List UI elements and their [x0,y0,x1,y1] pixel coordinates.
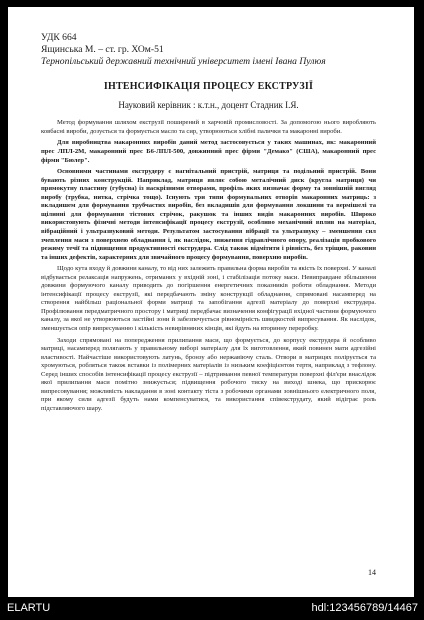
university-line: Тернопільський державний технічний університет імені Івана Пулюя [41,55,326,67]
repository-footer [0,597,424,620]
author-line: Ящинська М. – ст. гр. ХОм-51 [41,43,164,55]
paragraph-machines: Для виробництва макаронних виробів даний метод застосовується у таких машинах, як: макаронний прес ЛПЛ-2М, макаронний прес Б6-ЛПЛ-500, довжинний прес фірми "Демако" (США), макаронний прес фірми "Бюлер". [41,139,376,164]
paragraph-extruder-parts: Основними частинами екструдеру є нагнітальний пристрій, матриця та подільний пристрій. Вони бувають різних конструкцій. Наприклад, матриця являє собою металічний диск (кругла матриця) чи прямокутну пластину (губусна) із наскрізними отворами, профіль яких визначає форму та зовнішній вигляд виробу (трубка, нитка, стрічка тощо). Існують три типи формувальних отворів макаронних матриць: з вкладишем для формування трубчастих виробів, без вкладишів для формування локшини та вермішелі та щілинні для формування тістових стрічок, ракушок та інших видів макаронних виробів. Широко використовують фізичні методи інтенсифікації процесу екструзії, особливо механічний вплив на матеріал, вібраційний і ультразвуковий методи. Результатом застосування вібрації та ультразвуку – зменшення сил зчеплення маси з поверхнею обладнання і, як наслідок, зниження гідравлічного опору, реалізація пробкового режиму течії та підвищення продуктивності екструдера. Слід також відмітити і рівність, без тріщин, раковин та інших дефектів, характерних для звичайного процесу формування, поверхню виробів. [41,168,376,261]
document-page [8,7,414,597]
paragraph-channel: Щодо кута входу й довжини каналу, то від них залежить правильна форма виробів та якість їх поверхні. У каналі відбувається релаксація напружень, отриманих у вхідній зоні, і стабілізація потоку маси. Невиправдане збільшення довжини формуючого каналу приводить до погіршення енергетичних показників роботи обладнання. Методи інтенсифікації процесу екструзії, які передбачають зміну конструкції обладнання, спрямовані насамперед на створення найбільш раціональної форми матриці та запобігання адгезії матеріалу до поверхні екструдера. Профілювання передматричного простору і матриці передбачає визначення конфігурації вхідної частини формуючого каналу, за якої не утворюються застійні зони й забезпечується рівномірність швидкостей випресування. Як наслідок, зменшується опір випресуванню і кількість невирівняних кінців, які йдуть на вторинну переробку. [41,265,376,332]
supervisor-line: Науковий керівник : к.т.н., доцент Стадник І.Я. [118,100,299,111]
handle-id: hdl:123456789/14467 [311,602,418,614]
page-number: 14 [368,568,376,577]
repository-name: ELARTU [7,602,51,614]
udk-code: УДК 664 [41,32,77,43]
paragraph-intro: Метод формування шляхом екструзії поширений в харчовій промисловості. За допомогою нього виробляють ковбасні вироби, дозується та формується масло та сир, утворюються хлібні палички та макаронні вироби. [41,119,376,135]
paragraph-adhesion: Заходи спрямовані на попередження прилипання маси, що формується, до корпусу екструдера й особливо матриці, насамперед полягають у правильному виборі матеріалу для їх виготовлення, який повинен мати адгезійні властивості. Найчастіше використовують латунь, бронзу або нержавіючу сталь. Отвори в матрицях полірується та хромуються, робляться також вставки із полімерних матеріалів із низьким коефіцієнтом тертя, наприклад з тефлону. Серед інших способів інтенсифікації процесу екструзії – підтримання певної температури поверхні філ'єри внаслідок якої прилипання маси помітно знижується; підвищення робочого тиску на виході шнека, що прискорює випресовування; можливість накладання в зоні контакту тіста з робочими органами зовнішнього електричного поля, при якому сили адгезії будуть нами компенсуватися, та використання співекструдату, який відіграє роль підставляючого шару. [41,336,376,412]
article-title: ІНТЕНСИФІКАЦІЯ ПРОЦЕСУ ЕКСТРУЗІЇ [103,81,314,93]
